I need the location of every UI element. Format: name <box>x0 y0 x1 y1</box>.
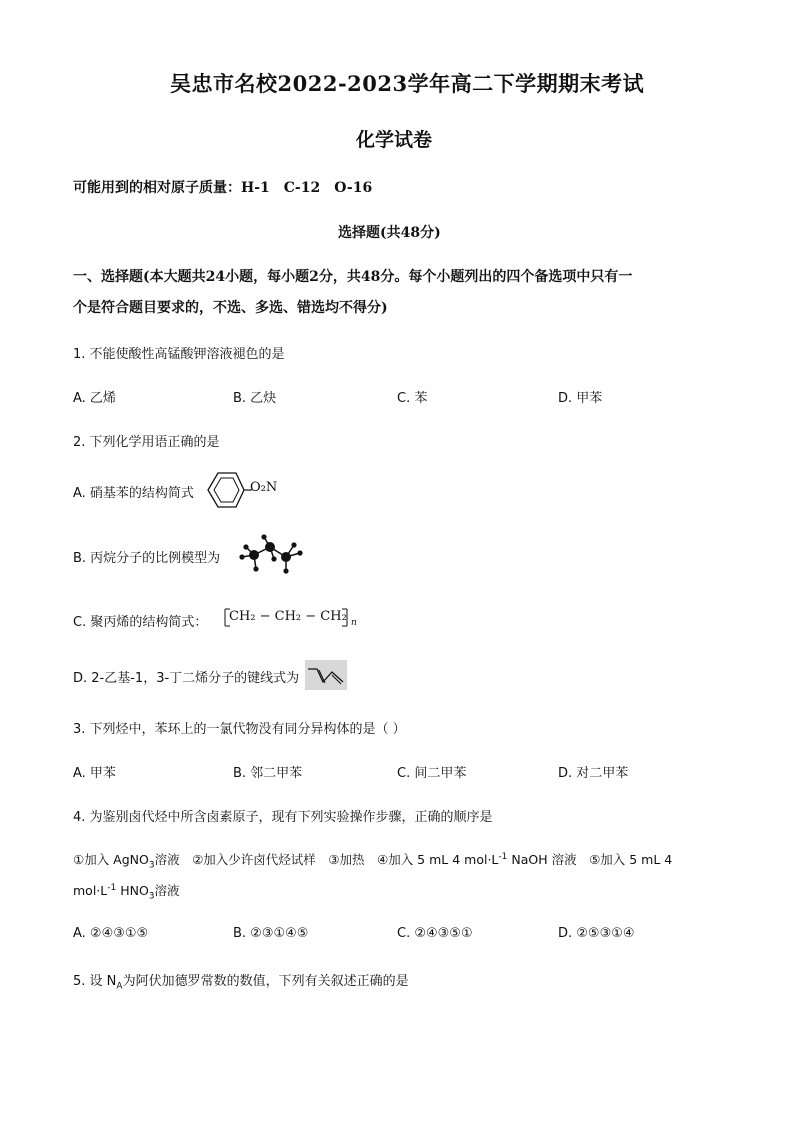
q3-option-a: A. 甲苯 <box>73 766 116 781</box>
exam-subtitle: 化学试卷 <box>356 129 433 151</box>
instructions-line-2: 个是符合题目要求的，不选、多选、错选均不得分) <box>73 300 388 316</box>
q1-option-d: D. 甲苯 <box>558 391 603 406</box>
section-title: 选择题(共48分) <box>338 225 441 241</box>
q2-option-a: A. 硝基苯的结构简式 <box>73 486 194 501</box>
q4-step-5-subscript: 3 <box>148 891 155 902</box>
q4-step-1-subscript: 3 <box>148 860 155 871</box>
q4-steps-text: 溶液 ②加入少许卤代烃试样 ③加热 ④加入 5 mL 4 mol·L <box>154 852 499 867</box>
q2-option-b: B. 丙烷分子的比例模型为 <box>73 551 221 566</box>
q4-option-c: C. ②④③⑤① <box>397 926 473 941</box>
bond-line-structure <box>305 660 347 694</box>
q4-option-b: B. ②③①④⑤ <box>233 926 309 941</box>
q4-step-5-reagent: HNO <box>116 883 149 898</box>
propane-ball-model <box>234 533 306 581</box>
question-1-stem: 1. 不能使酸性高锰酸钾溶液褪色的是 <box>73 347 285 362</box>
q3-option-d: D. 对二甲苯 <box>558 766 629 781</box>
q5-stem-prefix: 5. 设 N <box>73 974 117 989</box>
q4-step-5-unit: mol·L <box>73 883 108 898</box>
polymer-subscript-n: n <box>351 618 357 628</box>
propane-model-icon <box>234 533 306 577</box>
butadiene-skeletal-icon <box>305 660 347 690</box>
q4-step-5-superscript: -1 <box>107 882 117 893</box>
q4-steps-line-2 <box>73 881 180 902</box>
q4-step-5-solution: 溶液 <box>154 883 180 898</box>
question-2-stem: 2. 下列化学用语正确的是 <box>73 435 220 450</box>
q4-step-4-superscript: -1 <box>498 851 508 862</box>
q4-steps-line-1 <box>73 850 672 871</box>
q5-avogadro-subscript: A <box>116 981 123 992</box>
q4-step-1-text: ①加入 AgNO <box>73 852 149 867</box>
q1-option-a: A. 乙烯 <box>73 391 116 406</box>
question-3-stem: 3. 下列烃中，苯环上的一氯代物没有同分异构体的是（ ） <box>73 722 406 737</box>
q3-option-b: B. 邻二甲苯 <box>233 766 303 781</box>
atomic-masses: 可能用到的相对原子质量：H-1 C-12 O-16 <box>73 180 373 196</box>
exam-title: 吴忠市名校2022-2023学年高二下学期期末考试 <box>170 71 645 96</box>
q2-option-c: C. 聚丙烯的结构简式： <box>73 615 208 630</box>
q3-option-c: C. 间二甲苯 <box>397 766 467 781</box>
q4-option-d: D. ②⑤③①④ <box>558 926 635 941</box>
q1-option-b: B. 乙炔 <box>233 391 277 406</box>
q5-stem-text: 为阿伏加德罗常数的数值，下列有关叙述正确的是 <box>122 974 409 989</box>
q1-option-c: C. 苯 <box>397 391 428 406</box>
q4-option-a: A. ②④③①⑤ <box>73 926 149 941</box>
question-5-stem <box>73 970 409 992</box>
instructions-line-1: 一、选择题(本大题共24小题，每小题2分，共48分。每个小题列出的四个备选项中只有一 <box>73 269 633 285</box>
question-4-stem: 4. 为鉴别卤代烃中所含卤素原子，现有下列实验操作步骤，正确的顺序是 <box>73 810 493 825</box>
q2-option-d: D. 2-乙基-1，3-丁二烯分子的键线式为 <box>73 671 300 686</box>
polymer-repeat-unit: CH₂ − CH₂ − CH₂ <box>229 609 347 624</box>
q4-step-5-text: NaOH 溶液 ⑤加入 5 mL 4 <box>507 852 673 867</box>
nitro-group-label: O₂N <box>250 480 278 495</box>
